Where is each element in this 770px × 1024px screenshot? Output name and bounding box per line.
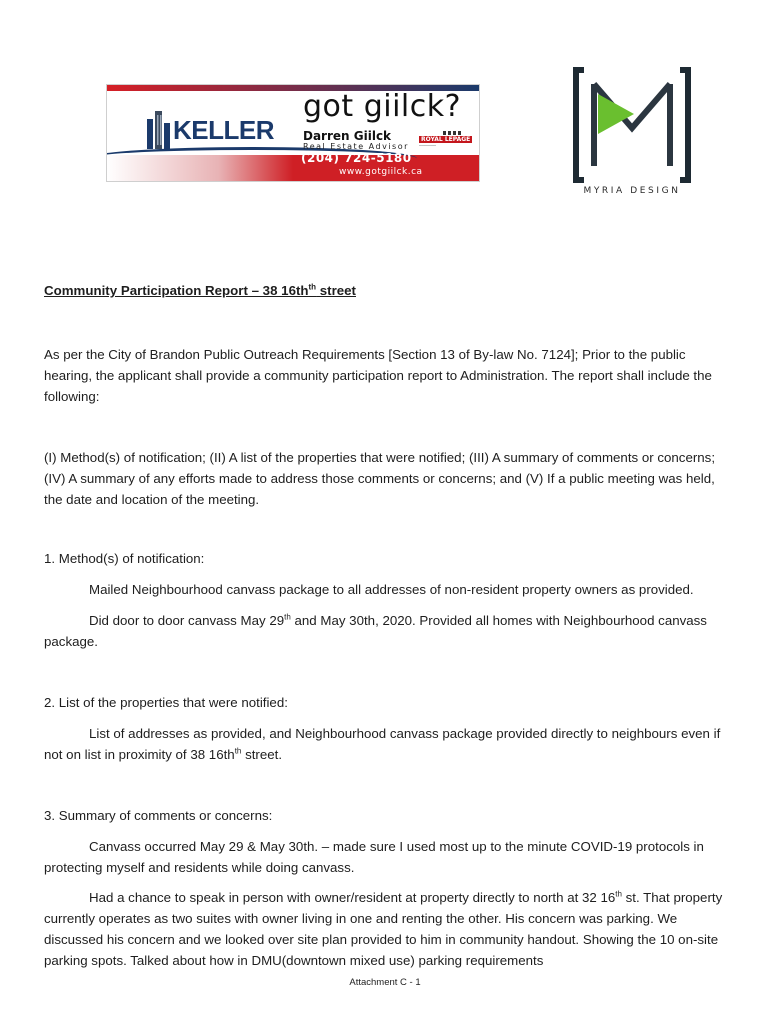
agent-banner xyxy=(106,84,480,182)
building-icon xyxy=(145,109,173,149)
section-3-paragraph-2: Had a chance to speak in person with owner/resident at property directly to north at 32 16th st. That property currently operates as two suites with owner living in one and renting the other. His concern was parking. We discussed his concern and we looked over site plan provided to him in community handout. Showing the 10 on-site parking spots. Talked about how in DMU(downtown mixed use) parking requirements xyxy=(44,889,723,968)
keller-brand-text: KELLER xyxy=(173,115,274,145)
section-2-paragraph-1: List of addresses as provided, and Neighbourhood canvass package provided directly to neighbours even if not on list in proximity of 38 $16th^{th}$ street. xyxy=(44,726,721,762)
section-1-paragraph-1: Mailed Neighbourhood canvass package to all addresses of non-resident property owners as provided. xyxy=(89,582,694,597)
royal-lepage-name: ROYAL LEPAGE xyxy=(421,136,471,143)
section-3-heading: 3. Summary of comments or concerns: xyxy=(44,808,273,823)
section-2-heading: 2. List of the properties that were notified: xyxy=(44,695,288,710)
royal-lepage-bars-icon xyxy=(443,131,469,135)
requirements-paragraph: (I) Method(s) of notification; (II) A list of the properties that were notified; (III) A summary of comments or concerns; (IV) A summary of any efforts made to address those comments or concerns; and (V) If a public meeting was held, the date and location of the meeting. xyxy=(44,450,716,507)
myria-design-logo xyxy=(572,66,692,200)
myria-bracket-m-icon xyxy=(572,66,692,184)
section-1-heading: 1. Method(s) of notification: xyxy=(44,551,205,566)
banner-slogan: got giilck? xyxy=(303,89,462,124)
report-title: Community Participation Report – 38 $16th^{th}$ street xyxy=(44,282,356,298)
page-footer: Attachment C - 1 xyxy=(349,977,421,988)
agent-role: Real Estate Advisor xyxy=(303,142,409,151)
section-1-paragraph-2: Did door to door canvass May 29th and May 30th, 2020. Provided all homes with Neighbourhood canvass package. xyxy=(44,612,707,649)
agent-website: www.gotgiilck.ca xyxy=(339,167,423,177)
section-3-paragraph-1: Canvass occurred May 29 & May 30th. – made sure I used most up to the minute COVID-19 protocols in protecting myself and residents while doing canvass. xyxy=(44,839,704,875)
intro-paragraph: As per the City of Brandon Public Outreach Requirements [Section 13 of By-law No. 7124]; Prior to the public hearing, the applicant shall provide a community participation report to Administration. The report shall include the following: xyxy=(44,347,712,404)
myria-logo-text: MYRIA DESIGN xyxy=(583,186,681,196)
agent-phone: (204) 724-5180 xyxy=(301,151,412,165)
royal-lepage-logo xyxy=(419,131,469,155)
agent-name: Darren Giilck xyxy=(303,129,392,143)
keller-logo xyxy=(141,109,274,149)
royal-lepage-fineprint: ────── xyxy=(419,143,437,148)
